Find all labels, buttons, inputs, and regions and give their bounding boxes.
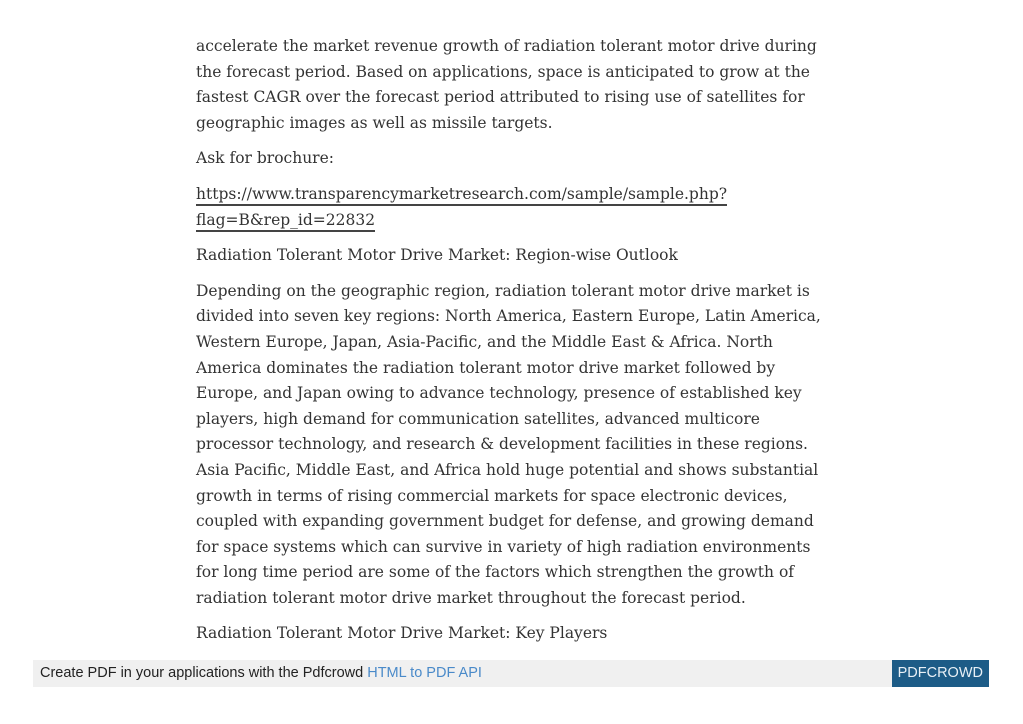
brochure-link-line2[interactable]: flag=B&rep_id=22832 <box>196 211 375 232</box>
brochure-link-line1[interactable]: https://www.transparencymarketresearch.com/sample/sample.php? <box>196 185 727 206</box>
pdfcrowd-footer <box>33 660 989 687</box>
brochure-label: Ask for brochure: <box>196 149 334 168</box>
html-to-pdf-api-link[interactable]: HTML to PDF API <box>367 665 482 681</box>
players-heading: Radiation Tolerant Motor Drive Market: Key Players <box>196 624 608 643</box>
footer-caption: Create PDF in your applications with the Pdfcrowd <box>40 665 368 681</box>
brochure-link-paragraph <box>196 182 836 233</box>
intro-paragraph: accelerate the market revenue growth of radiation tolerant motor drive during the forecast period. Based on applications, space is anticipated to grow at the fastest CAGR over the forecast period attributed to rising use of satellites for geographic images as well as missile targets. <box>196 37 817 132</box>
article-body <box>196 34 836 657</box>
region-heading: Radiation Tolerant Motor Drive Market: Region-wise Outlook <box>196 246 678 265</box>
region-paragraph: Depending on the geographic region, radiation tolerant motor drive market is divided into seven key regions: North America, Eastern Europe, Latin America, Western Europe, Japan, Asia-Pacific, and the Middle East & Africa. North America dominates the radiation tolerant motor drive market followed by Europe, and Japan owing to advance technology, presence of established key players, high demand for communication satellites, advanced multicore processor technology, and research & development facilities in these regions. Asia Pacific, Middle East, and Africa hold huge potential and shows substantial growth in terms of rising commercial markets for space electronic devices, coupled with expanding government budget for defense, and growing demand for space systems which can survive in variety of high radiation environments for long time period are some of the factors which strengthen the growth of radiation tolerant motor drive market throughout the forecast period. <box>196 281 821 607</box>
pdfcrowd-brand-button[interactable]: PDFCROWD <box>892 660 989 687</box>
footer-text <box>40 665 482 681</box>
